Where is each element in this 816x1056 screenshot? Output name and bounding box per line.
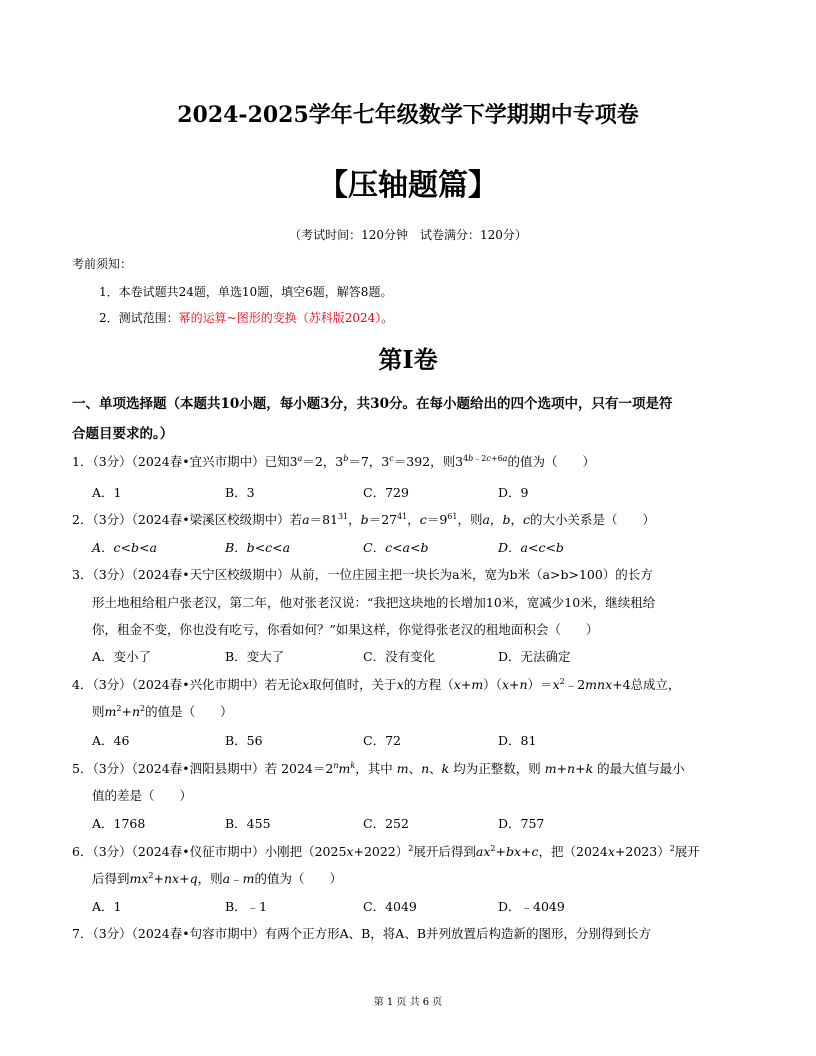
exam-subtitle: 【压轴题篇】 <box>318 168 498 203</box>
volume-heading: 第Ⅰ卷 <box>378 345 438 374</box>
question-3-option-a: A．变小了 <box>92 649 152 664</box>
question-2-option-d: D．a<c<b <box>498 540 564 555</box>
note-1: 1．本卷试题共24题，单选10题，填空6题，解答8题。 <box>99 285 393 299</box>
exam-meta: （考试时间：120分钟 试卷满分：120分） <box>289 228 527 242</box>
notes-heading: 考前须知： <box>72 257 133 271</box>
question-4-option-b: B．56 <box>225 733 263 748</box>
question-5-option-d: D．757 <box>498 816 545 831</box>
question-1-option-d: D．9 <box>498 485 529 500</box>
question-2-option-c: C．c<a<b <box>363 540 429 555</box>
question-1-number: 1．（3分）（2024春•宜兴市期中） <box>72 454 265 469</box>
note-2-suffix: 。 <box>381 311 394 325</box>
note-2-prefix: 2．测试范围： <box>99 311 179 325</box>
question-5-line2: 值的差是（ ） <box>92 788 193 803</box>
question-5-option-a: A．1768 <box>92 816 146 831</box>
question-2-number: 2．（3分）（2024春•梁溪区校级期中） <box>72 512 290 527</box>
page-footer: 第 1 页 共 6 页 <box>373 997 443 1008</box>
question-4-line2-end: 的值是（ ） <box>145 704 233 719</box>
question-6-number: 6．（3分）（2024春•仪征市期中） <box>72 844 265 859</box>
note-2 <box>99 309 393 326</box>
question-4-line2: 则$m^2+n^2$的值是（ ） <box>92 704 233 719</box>
question-6-option-c: C．4049 <box>363 899 417 914</box>
question-4-option-d: D．81 <box>498 733 537 748</box>
question-1: 1．（3分）（2024春•宜兴市期中）已知$3^a=2$，$3^b=7$，$3^c=392$，则$3^{4b﹣2c+6a}$的值为（ ） <box>72 454 595 469</box>
question-2: 2．（3分）（2024春•梁溪区校级期中）若$a=81^{31}$，$b=27^{41}$，$c=9^{61}$，则a，b，c的大小关系是（ ） <box>72 512 655 527</box>
question-6-option-b: B．﹣1 <box>225 899 268 914</box>
question-1-option-c: C．729 <box>363 485 409 500</box>
question-6-line1: 6．（3分）（2024春•仪征市期中）小刚把$(2025x+2022)^2$展开后得到$ax^2+bx+c$，把$(2024x+2023)^2$展开 <box>72 844 700 859</box>
question-1-option-a: A．1 <box>92 485 122 500</box>
section-heading-line1: 一、单项选择题（本题共10小题，每小题3分，共30分。在每小题给出的四个选项中，只有一项是符 <box>72 396 673 412</box>
question-3-option-b: B．变大了 <box>225 649 285 664</box>
question-5-number: 5．（3分）（2024春•泗阳县期中） <box>72 761 265 776</box>
question-6-option-d: D．﹣4049 <box>498 899 565 914</box>
question-4-number: 4．（3分）（2024春•兴化市期中） <box>72 677 265 692</box>
question-5-option-b: B．455 <box>225 816 271 831</box>
question-4-line1: 4．（3分）（2024春•兴化市期中）若无论x取何值时，关于x的方程$(x+m)(x+n)=x^2﹣2mnx+4$总成立， <box>72 677 681 692</box>
question-6-option-a: A．1 <box>92 899 122 914</box>
question-4-option-c: C．72 <box>363 733 401 748</box>
question-3-option-c: C．没有变化 <box>363 649 436 664</box>
exam-title: 2024-2025学年七年级数学下学期期中专项卷 <box>177 102 639 128</box>
section-heading-line2: 合题目要求的。） <box>72 426 174 442</box>
question-4-option-a: A．46 <box>92 733 130 748</box>
question-2-option-a: A．c<b<a <box>92 540 157 555</box>
question-5-line1: 5．（3分）（2024春•泗阳县期中）若 $2024=2^nm^k$，其中 m、n、k 均为正整数，则 m+n+k 的最大值与最小 <box>72 761 685 776</box>
question-6-line2: 后得到$mx^2+nx+q$，则a﹣m的值为（ ） <box>92 871 342 886</box>
question-3-line3: 你，租金不变，你也没有吃亏，你看如何？”如果这样，你觉得张老汉的租地面积会（ ） <box>92 622 599 637</box>
question-3-option-d: D．无法确定 <box>498 649 571 664</box>
note-2-scope: 幂的运算~图形的变换（苏科版2024） <box>178 311 382 325</box>
question-2-option-b: B．b<c<a <box>225 540 291 555</box>
question-1-option-b: B．3 <box>225 485 255 500</box>
question-3-line2: 形土地租给租户张老汉，第二年，他对张老汉说：“我把这块地的长增加10米，宽减少10米，继续租给 <box>92 595 656 610</box>
question-3-line1: 3．（3分）（2024春•天宁区校级期中）从前，一位庄园主把一块长为a米，宽为b米（a>b>100）的长方 <box>72 567 653 582</box>
question-7-line1: 7．（3分）（2024春•句容市期中）有两个正方形A、B，将A、B并列放置后构造新的图形，分别得到长方 <box>72 926 652 941</box>
question-5-option-c: C．252 <box>363 816 409 831</box>
